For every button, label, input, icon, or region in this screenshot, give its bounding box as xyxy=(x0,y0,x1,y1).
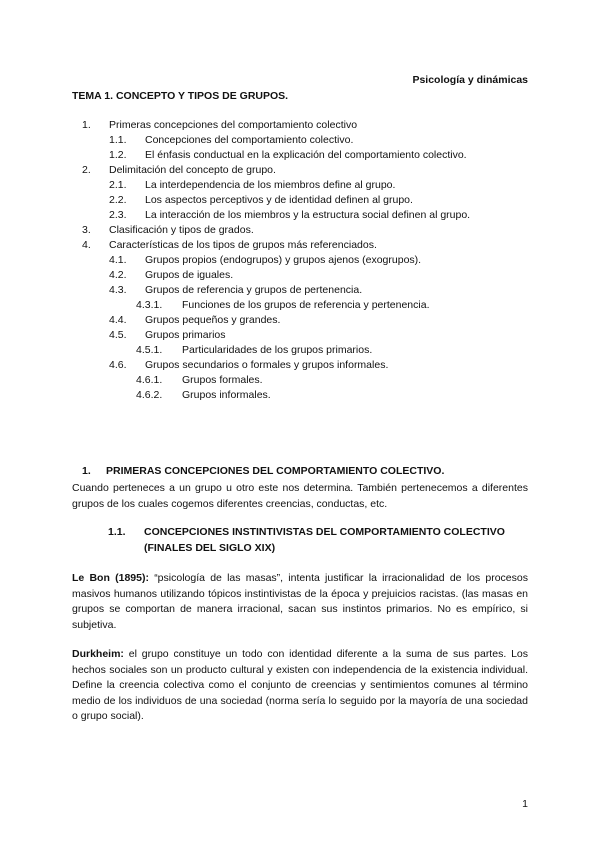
page-number: 1 xyxy=(522,798,528,810)
toc-item xyxy=(0,223,600,238)
toc-item-text: Clasificación y tipos de grados. xyxy=(109,224,254,236)
toc-item-text: La interdependencia de los miembros define al grupo. xyxy=(145,179,396,191)
toc-item-number: 4.5. xyxy=(109,329,127,341)
toc-item-number: 4.3. xyxy=(109,284,127,296)
durkheim-paragraph xyxy=(72,647,528,725)
toc-item-text: Los aspectos perceptivos y de identidad definen al grupo. xyxy=(145,194,413,206)
toc-item-number: 4.6.1. xyxy=(136,374,163,386)
section-1-heading xyxy=(82,465,444,477)
toc-item xyxy=(0,343,600,358)
section-1-title: PRIMERAS CONCEPCIONES DEL COMPORTAMIENTO COLECTIVO. xyxy=(106,465,445,477)
durkheim-text: el grupo constituye un todo con identidad diferente a la suma de sus partes. Los hechos sociales son un producto cultural y existen con independencia de la existencia individual. Define la creencia colectiva como el conjunto de creencias y sentimientos comunes al término medio de los individuos de una sociedad (norma sería lo seguido por la mayoría de una sociedad o grupo social). xyxy=(72,648,528,722)
toc-item xyxy=(0,268,600,283)
toc-item-number: 3. xyxy=(82,224,91,236)
toc-item-text: La interacción de los miembros y la estructura social definen al grupo. xyxy=(145,209,471,221)
toc-item-text: Grupos secundarios o formales y grupos informales. xyxy=(145,359,389,371)
toc-item xyxy=(0,178,600,193)
section-1-1-title: CONCEPCIONES INSTINTIVISTAS DEL COMPORTAMIENTO COLECTIVO (FINALES DEL SIGLO XIX) xyxy=(144,526,505,554)
lebon-paragraph xyxy=(72,571,528,633)
toc-item-number: 4.3.1. xyxy=(136,299,163,311)
toc-item-text: Particularidades de los grupos primarios. xyxy=(182,344,373,356)
toc-item xyxy=(0,298,600,313)
section-1-1-number: 1.1. xyxy=(108,526,126,538)
toc-item xyxy=(0,193,600,208)
toc-item xyxy=(0,118,600,133)
toc-item-number: 2.3. xyxy=(109,209,127,221)
toc-item-number: 4.1. xyxy=(109,254,127,266)
toc-item-number: 2.2. xyxy=(109,194,127,206)
toc-item xyxy=(0,388,600,403)
toc-item-text: Grupos pequeños y grandes. xyxy=(145,314,281,326)
toc-item-number: 4.4. xyxy=(109,314,127,326)
toc-item-number: 1.1. xyxy=(109,134,127,146)
document-title: TEMA 1. CONCEPTO Y TIPOS DE GRUPOS. xyxy=(72,90,289,102)
toc-item xyxy=(0,133,600,148)
toc-item-text: Funciones de los grupos de referencia y pertenencia. xyxy=(182,299,430,311)
section-1-number: 1. xyxy=(82,465,91,477)
toc-item-number: 4.6.2. xyxy=(136,389,163,401)
toc-item-number: 4. xyxy=(82,239,91,251)
toc-item-text: Características de los tipos de grupos más referenciados. xyxy=(109,239,377,251)
toc-item xyxy=(0,328,600,343)
toc-item-text: Delimitación del concepto de grupo. xyxy=(109,164,276,176)
table-of-contents xyxy=(0,118,600,403)
toc-item-number: 1.2. xyxy=(109,149,127,161)
toc-item xyxy=(0,283,600,298)
toc-item-text: Grupos formales. xyxy=(182,374,263,386)
toc-item-number: 1. xyxy=(82,119,91,131)
toc-item xyxy=(0,253,600,268)
toc-item-text: Grupos primarios xyxy=(145,329,226,341)
toc-item-number: 4.5.1. xyxy=(136,344,163,356)
toc-item xyxy=(0,163,600,178)
toc-item xyxy=(0,208,600,223)
header-title: Psicología y dinámicas xyxy=(412,74,528,86)
lebon-label: Le Bon (1895): xyxy=(72,572,149,584)
durkheim-label: Durkheim: xyxy=(72,648,124,660)
toc-item xyxy=(0,238,600,253)
toc-item-number: 4.6. xyxy=(109,359,127,371)
toc-item-text: Primeras concepciones del comportamiento colectivo xyxy=(109,119,358,131)
toc-item-number: 2.1. xyxy=(109,179,127,191)
toc-item-text: El énfasis conductual en la explicación del comportamiento colectivo. xyxy=(145,149,467,161)
toc-item-text: Grupos de referencia y grupos de pertenencia. xyxy=(145,284,363,296)
toc-item-number: 2. xyxy=(82,164,91,176)
toc-item xyxy=(0,373,600,388)
toc-item-text: Grupos de iguales. xyxy=(145,269,234,281)
toc-item-number: 4.2. xyxy=(109,269,127,281)
toc-item-text: Grupos informales. xyxy=(182,389,271,401)
toc-item xyxy=(0,313,600,328)
section-1-1-heading xyxy=(108,525,528,556)
toc-item-text: Grupos propios (endogrupos) y grupos ajenos (exogrupos). xyxy=(145,254,422,266)
toc-item xyxy=(0,148,600,163)
toc-item xyxy=(0,358,600,373)
toc-item-text: Concepciones del comportamiento colectivo. xyxy=(145,134,354,146)
lebon-text: “psicología de las masas”, intenta justificar la irracionalidad de los procesos masivos humanos utilizando tópicos instintivistas de la época y prejuicios racistas. (las masas en grupos se comportan de manera irracional, sacan sus instintos primarios. No es empírico, si subjetiva. xyxy=(72,572,528,631)
section-1-intro: Cuando perteneces a un grupo u otro este nos determina. También pertenecemos a diferentes grupos de los cuales cogemos diferentes creencias, conductas, etc. xyxy=(72,482,528,510)
